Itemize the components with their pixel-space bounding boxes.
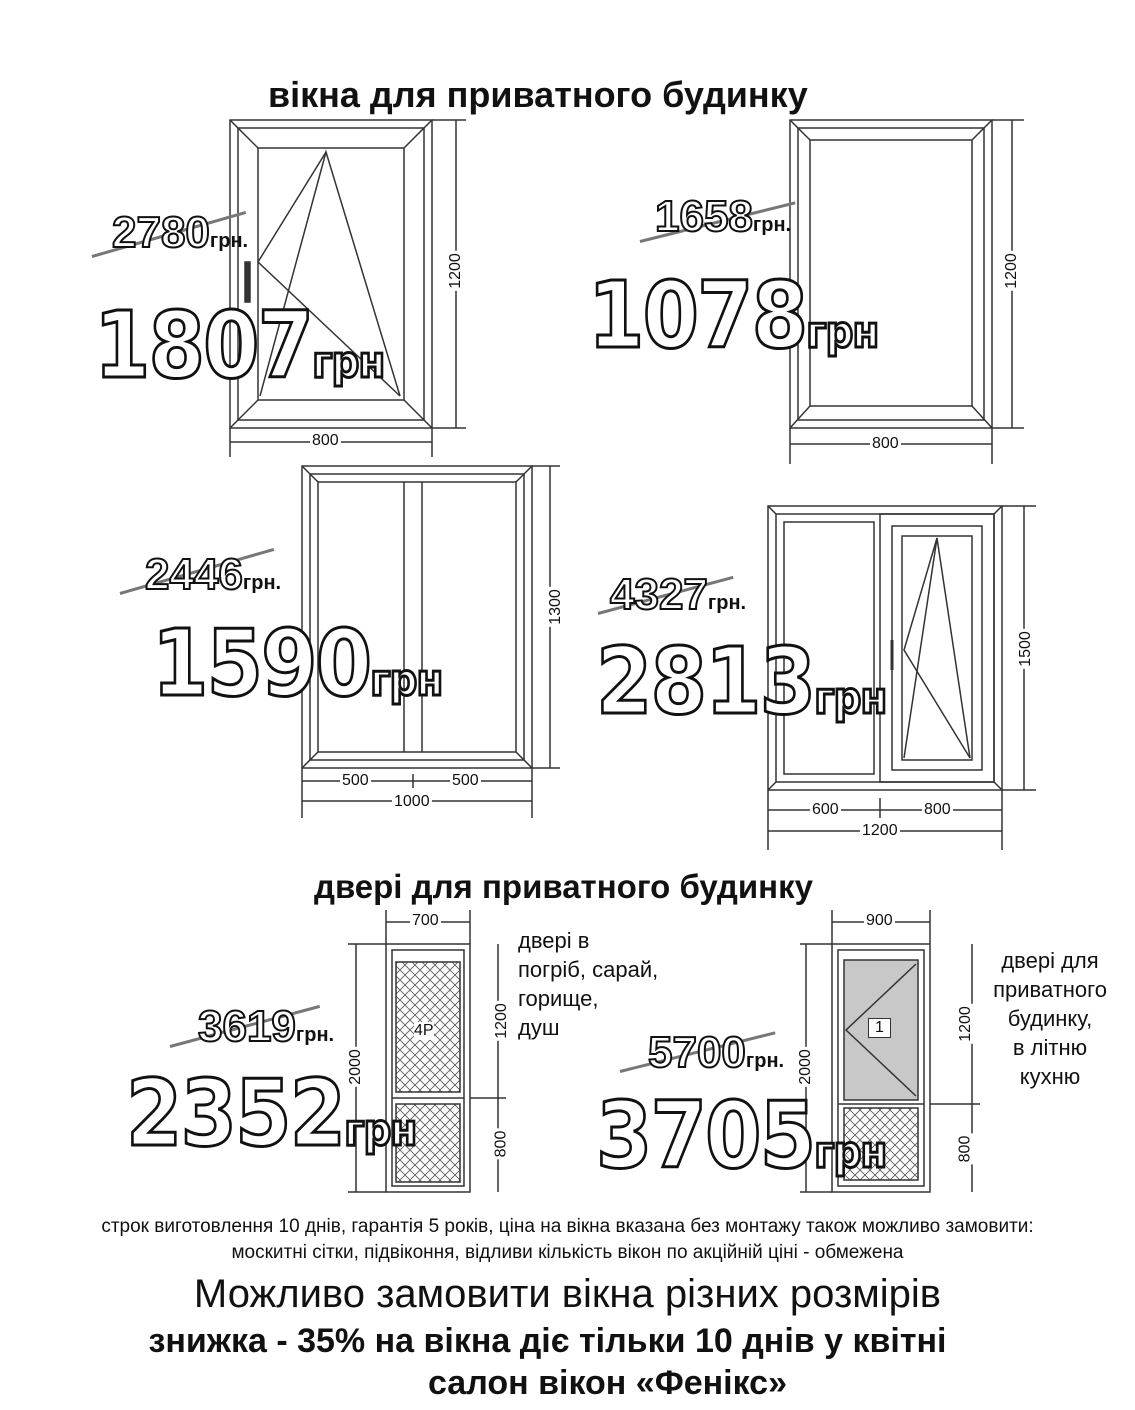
window-3-height-dim: 1300	[546, 589, 564, 625]
window-1-width-dim: 800	[312, 432, 339, 449]
door-2-lower-dim: 800	[956, 1135, 974, 1163]
salon-name: салон вікон «Фенікс»	[427, 1364, 787, 1402]
window-4-height-dim: 1500	[1016, 631, 1034, 667]
windows-heading: вікна для приватного будинку	[268, 74, 808, 115]
door-1-height-dim: 2000	[346, 1049, 364, 1085]
footer-terms-line-2: москитні сітки, підвіконня, відливи кількість вікон по акційній ціні - обмежена	[231, 1242, 904, 1263]
window-3-width-dim: 1000	[394, 793, 430, 810]
door-1-new-price: 2352грн	[126, 1060, 417, 1167]
window-1-new-price: 1807грн	[94, 292, 385, 399]
door-2-old-price: 5700грн.	[648, 1028, 785, 1077]
door-2-new-price: 3705грн	[596, 1082, 887, 1189]
door-2-height-dim: 2000	[796, 1049, 814, 1085]
door-2-note: двері для приватного будинку, в літню кухню	[993, 948, 1107, 1089]
custom-sizes-text: Можливо замовити вікна різних розмірів	[193, 1272, 942, 1316]
window-2-old-price: 1658грн.	[655, 192, 792, 241]
window-3-right-dim: 500	[452, 772, 479, 789]
window-1-old-price: 2780грн.	[112, 208, 249, 257]
window-4-left-dim: 600	[812, 801, 839, 818]
window-2-width-dim: 800	[872, 435, 899, 452]
window-4-right-dim: 800	[924, 801, 951, 818]
discount-text: знижка - 35% на вікна діє тільки 10 днів у квітні	[148, 1322, 947, 1360]
window-1-drawing	[220, 112, 470, 462]
door-1-old-price: 3619грн.	[198, 1002, 335, 1051]
doors-heading: двері для приватного будинку	[314, 868, 813, 905]
footer-terms-line-1: строк виготовлення 10 днів, гарантія 5 років, ціна на вікна вказана без монтажу також можливо замовити:	[101, 1216, 1034, 1237]
window-4-old-price: 4327грн.	[610, 570, 747, 619]
door-1-width-dim: 700	[412, 912, 439, 929]
door-1-note: двері в погріб, сарай, горище, душ	[518, 928, 659, 1040]
door-2-width-dim: 900	[866, 912, 893, 929]
door-1-panel-label: 4P	[414, 1022, 434, 1039]
window-1-height-dim: 1200	[446, 253, 464, 289]
window-2-height-dim: 1200	[1002, 253, 1020, 289]
window-4-new-price: 2813грн	[596, 628, 887, 735]
door-2-panel-label: 1	[868, 1018, 891, 1038]
window-3-old-price: 2446грн.	[145, 550, 282, 599]
window-4-width-dim: 1200	[862, 822, 898, 839]
door-1-upper-dim: 1200	[492, 1003, 510, 1039]
door-1-lower-dim: 800	[492, 1130, 510, 1158]
window-3-left-dim: 500	[342, 772, 369, 789]
door-2-upper-dim: 1200	[956, 1006, 974, 1042]
window-2-new-price: 1078грн	[588, 262, 879, 369]
window-3-new-price: 1590грн	[152, 610, 443, 717]
